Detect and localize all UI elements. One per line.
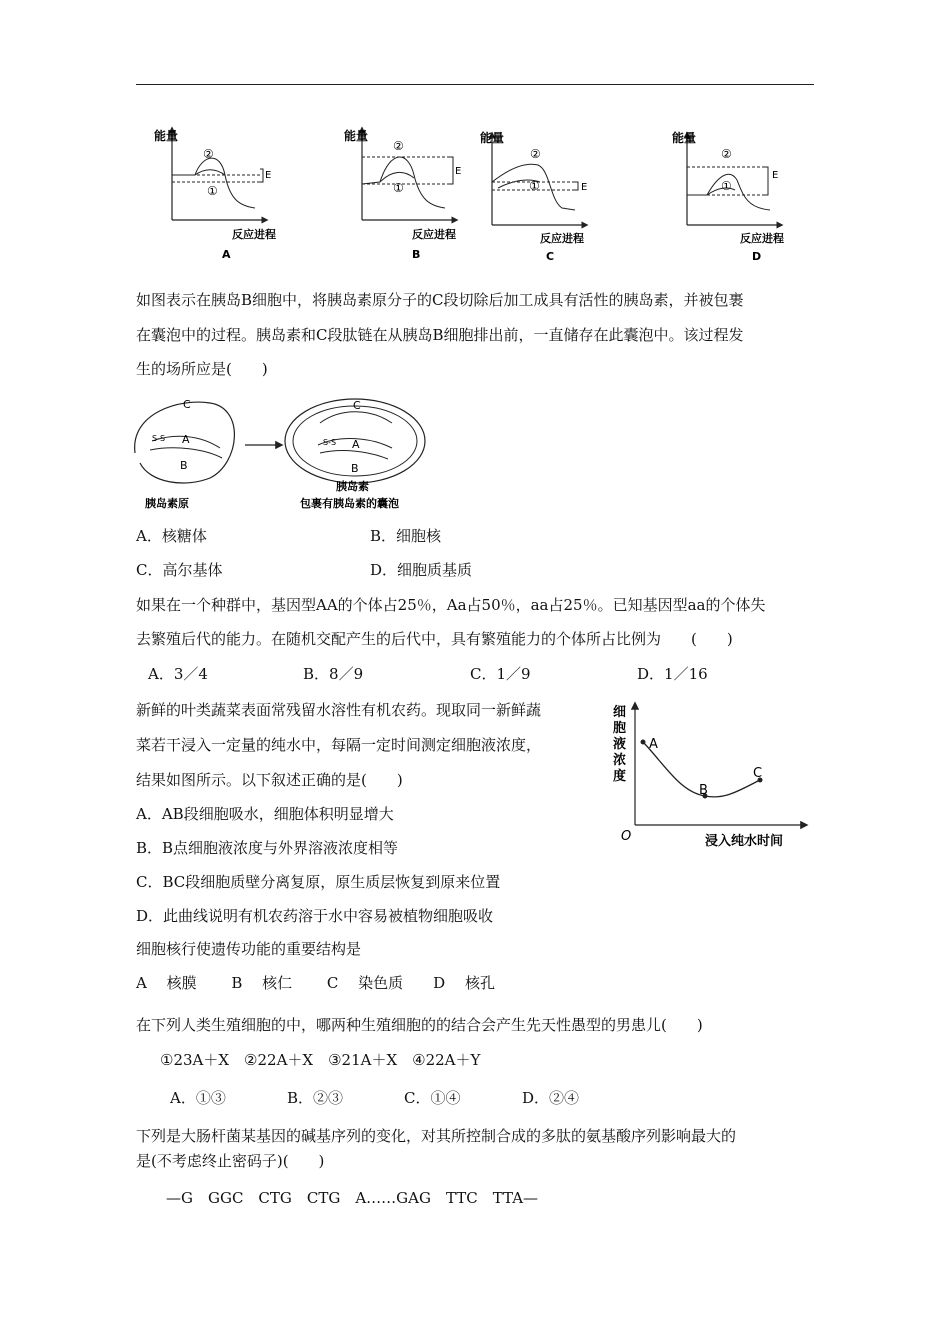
graph-y-label-2: 液 bbox=[613, 737, 627, 752]
pesticide-stem-line3: 结果如图所示。以下叙述正确的是( ) bbox=[136, 771, 403, 789]
header-rule bbox=[136, 84, 814, 85]
gene-stem-line2: 是(不考虑终止密码子)( ) bbox=[136, 1152, 325, 1170]
gamete-option-a[interactable]: A．①③ bbox=[170, 1089, 226, 1107]
fig-ss: S-S bbox=[152, 434, 166, 443]
fig-right-caption1: 胰岛素 bbox=[336, 480, 369, 493]
fig-label-b: B bbox=[180, 459, 188, 472]
panel-label-a: A bbox=[222, 248, 231, 261]
energy-label: E bbox=[455, 166, 462, 177]
graph-y-label-0: 细 bbox=[613, 705, 627, 720]
x-label: 反应进程 bbox=[412, 228, 456, 241]
insulin-option-c[interactable]: C．高尔基体 bbox=[136, 561, 223, 579]
population-option-b[interactable]: B．8／9 bbox=[303, 665, 364, 683]
pesticide-stem-line1: 新鲜的叶类蔬菜表面常残留水溶性有机农药。现取同一新鲜蔬 bbox=[136, 701, 542, 719]
pesticide-option-c[interactable]: C．BC段细胞质壁分离复原，原生质层恢复到原来位置 bbox=[136, 873, 501, 891]
pesticide-option-d[interactable]: D．此曲线说明有机农药溶于水中容易被植物细胞吸收 bbox=[136, 907, 494, 925]
gamete-option-d[interactable]: D．②④ bbox=[522, 1089, 580, 1107]
pesticide-stem-line2: 菜若干浸入一定量的纯水中，每隔一定时间测定细胞液浓度， bbox=[136, 736, 542, 754]
peak-low-label: ① bbox=[207, 184, 218, 198]
population-option-c[interactable]: C．1／9 bbox=[470, 665, 531, 683]
energy-panel-c bbox=[480, 130, 587, 263]
x-label: 反应进程 bbox=[740, 232, 784, 245]
nucleus-options[interactable]: A 核膜 B 核仁 C 染色质 D 核孔 bbox=[136, 974, 495, 992]
y-label: 能量 bbox=[154, 129, 179, 143]
energy-panel-d bbox=[672, 130, 784, 263]
energy-panel-b bbox=[344, 128, 461, 261]
point-c-label: C bbox=[753, 766, 763, 781]
peak-high-label: ② bbox=[203, 147, 214, 161]
gene-stem-line1: 下列是大肠杆菌某基因的碱基序列的变化，对其所控制合成的多肽的氨基酸序列影响最大的 bbox=[136, 1127, 737, 1145]
graph-y-label-1: 胞 bbox=[613, 721, 627, 736]
gamete-option-b[interactable]: B．②③ bbox=[287, 1089, 344, 1107]
fig-label-a: A bbox=[182, 433, 190, 446]
gamete-items: ①23A＋X ②22A＋X ③21A＋X ④22A＋Y bbox=[160, 1051, 481, 1069]
energy-diagrams bbox=[130, 120, 820, 265]
insulin-option-b[interactable]: B．细胞核 bbox=[370, 527, 442, 545]
peak-low-label: ① bbox=[529, 179, 540, 193]
graph-y-label-3: 浓 bbox=[613, 753, 627, 768]
peak-high-label: ② bbox=[530, 147, 541, 161]
fig-left-caption: 胰岛素原 bbox=[145, 497, 189, 510]
insulin-stem-line2: 在囊泡中的过程。胰岛素和C段肽链在从胰岛B细胞排出前，一直储存在此囊泡中。该过程发 bbox=[136, 326, 744, 344]
gamete-option-c[interactable]: C．①④ bbox=[404, 1089, 461, 1107]
insulin-option-d[interactable]: D．细胞质基质 bbox=[370, 561, 473, 579]
population-option-d[interactable]: D．1／16 bbox=[637, 665, 708, 683]
panel-label-d: D bbox=[752, 250, 762, 263]
gamete-stem: 在下列人类生殖细胞的中，哪两种生殖细胞的的结合会产生先天性愚型的男患儿( ) bbox=[136, 1016, 703, 1034]
population-stem-line2: 去繁殖后代的能力。在随机交配产生的后代中，具有繁殖能力的个体所占比例为 ( ) bbox=[136, 630, 733, 648]
population-option-a[interactable]: A．3／4 bbox=[148, 665, 208, 683]
graph-origin: O bbox=[621, 829, 632, 844]
panel-label-b: B bbox=[412, 248, 421, 261]
nucleus-stem: 细胞核行使遗传功能的重要结构是 bbox=[136, 940, 362, 958]
energy-panel-a bbox=[154, 128, 276, 261]
peak-low-label: ① bbox=[721, 179, 732, 193]
pesticide-option-b[interactable]: B．B点细胞液浓度与外界溶液浓度相等 bbox=[136, 839, 399, 857]
pesticide-option-a[interactable]: A．AB段细胞吸水，细胞体积明显增大 bbox=[136, 805, 394, 823]
insulin-vesicle-figure bbox=[130, 393, 460, 518]
peak-low-label: ① bbox=[393, 181, 404, 195]
y-label: 能量 bbox=[672, 131, 697, 145]
gene-sequence: —G GGC CTG CTG A……GAG TTC TTA— bbox=[166, 1189, 539, 1207]
fig-label-a-right: A bbox=[352, 438, 360, 451]
graph-x-label: 浸入纯水时间 bbox=[705, 834, 784, 849]
energy-label: E bbox=[265, 170, 272, 181]
energy-label: E bbox=[581, 182, 588, 193]
fig-label-b-right: B bbox=[351, 462, 359, 475]
fig-ss-right: S-S bbox=[323, 438, 337, 447]
y-label: 能量 bbox=[480, 131, 505, 145]
insulin-stem-line1: 如图表示在胰岛B细胞中，将胰岛素原分子的C段切除后加工成具有活性的胰岛素，并被包裹 bbox=[136, 291, 744, 309]
fig-right-caption2: 包裹有胰岛素的囊泡 bbox=[300, 497, 399, 510]
fig-label-c-right: C bbox=[353, 399, 361, 412]
insulin-option-a[interactable]: A．核糖体 bbox=[136, 527, 207, 545]
y-label: 能量 bbox=[344, 129, 369, 143]
peak-high-label: ② bbox=[721, 147, 732, 161]
cell-sap-concentration-graph bbox=[605, 700, 815, 855]
insulin-stem-line3: 生的场所应是( ) bbox=[136, 360, 268, 378]
energy-label: E bbox=[772, 170, 779, 181]
peak-high-label: ② bbox=[393, 139, 404, 153]
x-label: 反应进程 bbox=[540, 232, 584, 245]
point-a-label: A bbox=[649, 737, 658, 752]
point-b-label: B bbox=[699, 783, 708, 798]
fig-label-c: C bbox=[183, 398, 191, 411]
population-stem-line1: 如果在一个种群中，基因型AA的个体占25％，Aa占50％，aa占25％。已知基因型aa的个体失 bbox=[136, 596, 766, 614]
graph-y-label-4: 度 bbox=[613, 769, 627, 784]
panel-label-c: C bbox=[546, 250, 555, 263]
x-label: 反应进程 bbox=[232, 228, 276, 241]
